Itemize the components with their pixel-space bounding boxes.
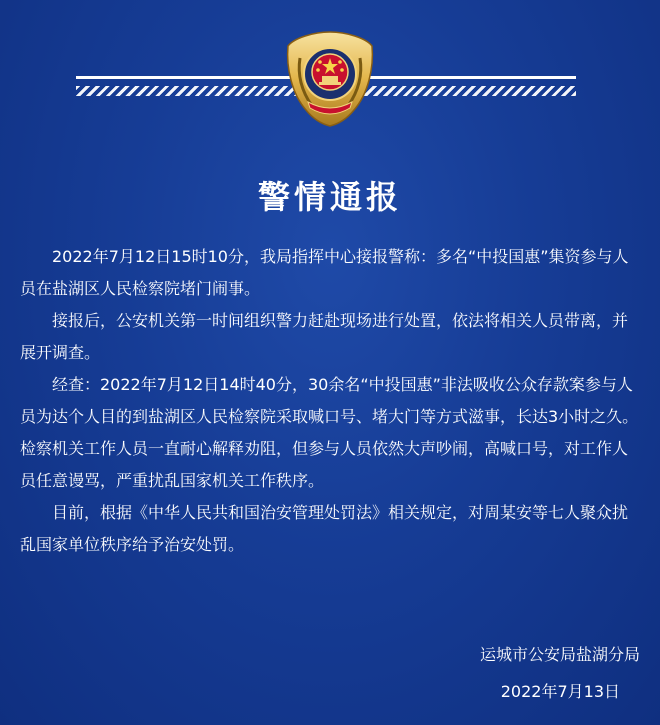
issue-date: 2022年7月13日 <box>500 682 620 701</box>
notice-paragraph: 目前，根据《中华人民共和国治安管理处罚法》相关规定，对周某安等七人聚众扰乱国家单位秩序给予治安处罚。 <box>20 503 629 554</box>
notice-paragraph: 经查：2022年7月12日14时40分，30余名“中投国惠”非法吸收公众存款案参与人员为达个人目的到盐湖区人民检察院采取喊口号、堵大门等方式滋事，长达3小时之久。检察机关工作人员一直耐心解释劝阻，但参与人员依然大声吵闹，高喊口号，对工作人员任意谩骂，严重扰乱国家机关工作秩序。 <box>20 375 639 490</box>
issuer-name: 运城市公安局盐湖分局 <box>479 645 640 664</box>
notice-body <box>20 241 642 561</box>
notice-signature <box>480 636 640 710</box>
header-band <box>0 0 660 150</box>
notice-title: 警情通报 <box>257 178 402 216</box>
notice-paragraph: 接报后，公安机关第一时间组织警力赶赴现场进行处置，依法将相关人员带离，并展开调查。 <box>20 311 629 362</box>
notice-paragraph: 2022年7月12日15时10分，我局指挥中心接报警称：多名“中投国惠”集资参与人员在盐湖区人民检察院堵门闹事。 <box>20 247 629 298</box>
police-emblem-icon <box>282 28 378 128</box>
